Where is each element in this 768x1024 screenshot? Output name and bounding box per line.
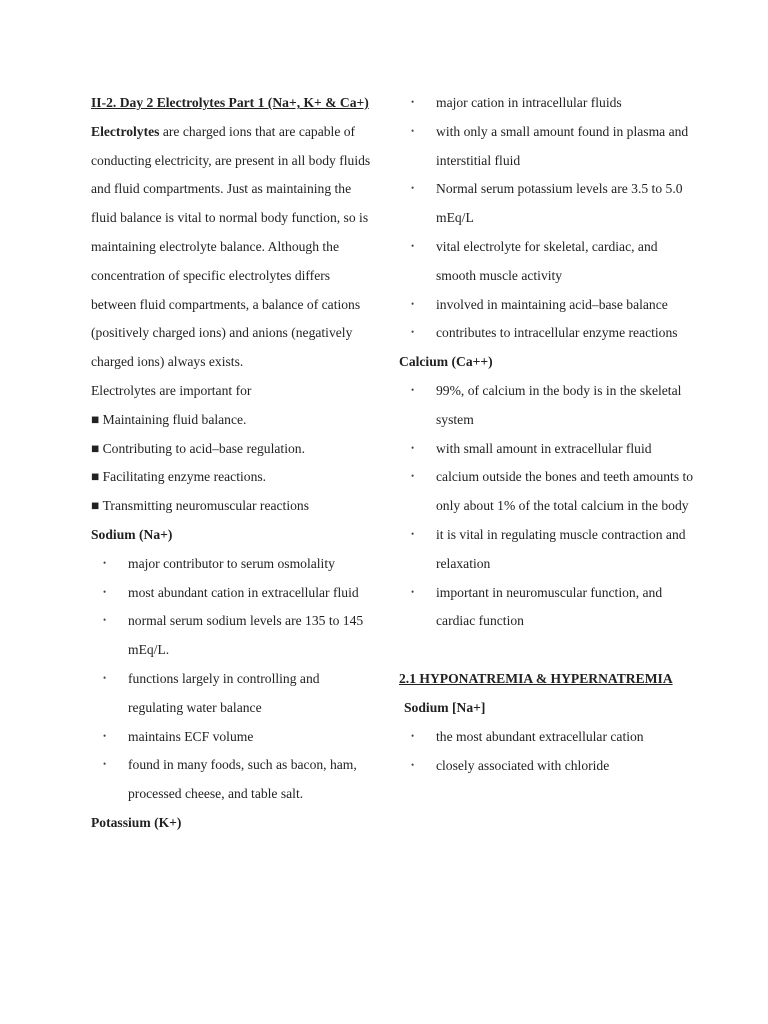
sodium-list <box>91 550 376 809</box>
list-item: • normal serum sodium levels are 135 to 145 mEq/L. <box>91 607 376 665</box>
section-title: 2.1 HYPONATREMIA & HYPERNATREMIA <box>399 671 673 687</box>
importance-item: ■ Facilitating enzyme reactions. <box>91 463 376 492</box>
left-column <box>91 89 376 838</box>
list-item: • most abundant cation in extracellular fluid <box>91 579 376 608</box>
intro-text: are charged ions that are capable of conducting electricity, are present in all body fluids and fluid compartments. Just as maintaining the fluid balance is vital to normal body function, so is maintaining electrolyte balance. Although the concentration of specific electrolytes differs between fluid compartments, a balance of cations (positively charged ions) and anions (negatively charged ions) always exists. <box>91 123 371 370</box>
importance-item: ■ Maintaining fluid balance. <box>91 406 376 435</box>
list-item: • major cation in intracellular fluids <box>399 89 699 118</box>
right-column <box>399 89 699 780</box>
potassium-list <box>399 89 699 348</box>
calcium-list <box>399 377 699 636</box>
list-item: • with small amount in extracellular fluid <box>399 435 699 464</box>
sodium-list <box>399 723 699 781</box>
sodium-heading: Sodium (Na+) <box>91 526 173 542</box>
importance-lead: Electrolytes are important for <box>91 382 252 398</box>
importance-item: ■ Transmitting neuromuscular reactions <box>91 492 376 521</box>
list-item: • major contributor to serum osmolality <box>91 550 376 579</box>
list-item: • Normal serum potassium levels are 3.5 to 5.0 mEq/L <box>399 175 699 233</box>
list-item: • with only a small amount found in plasma and interstitial fluid <box>399 118 699 176</box>
list-item: • it is vital in regulating muscle contraction and relaxation <box>399 521 699 579</box>
list-item: • closely associated with chloride <box>399 752 699 781</box>
section-spacer <box>399 636 699 665</box>
list-item: • found in many foods, such as bacon, ham, processed cheese, and table salt. <box>91 751 376 809</box>
sodium-heading: Sodium [Na+] <box>404 699 486 715</box>
list-item: • vital electrolyte for skeletal, cardiac, and smooth muscle activity <box>399 233 699 291</box>
list-item: • functions largely in controlling and regulating water balance <box>91 665 376 723</box>
list-item: • the most abundant extracellular cation <box>399 723 699 752</box>
list-item: • important in neuromuscular function, and cardiac function <box>399 579 699 637</box>
intro-paragraph <box>91 118 376 377</box>
list-item: • maintains ECF volume <box>91 723 376 752</box>
list-item: • involved in maintaining acid–base balance <box>399 291 699 320</box>
list-item: • contributes to intracellular enzyme reactions <box>399 319 699 348</box>
calcium-heading: Calcium (Ca++) <box>399 354 493 370</box>
potassium-heading: Potassium (K+) <box>91 814 182 830</box>
intro-term: Electrolytes <box>91 123 160 139</box>
page-title: II-2. Day 2 Electrolytes Part 1 (Na+, K+ & Ca+) <box>91 95 369 110</box>
list-item: • calcium outside the bones and teeth amounts to only about 1% of the total calcium in the body <box>399 463 699 521</box>
list-item: • 99%, of calcium in the body is in the skeletal system <box>399 377 699 435</box>
importance-item: ■ Contributing to acid–base regulation. <box>91 435 376 464</box>
